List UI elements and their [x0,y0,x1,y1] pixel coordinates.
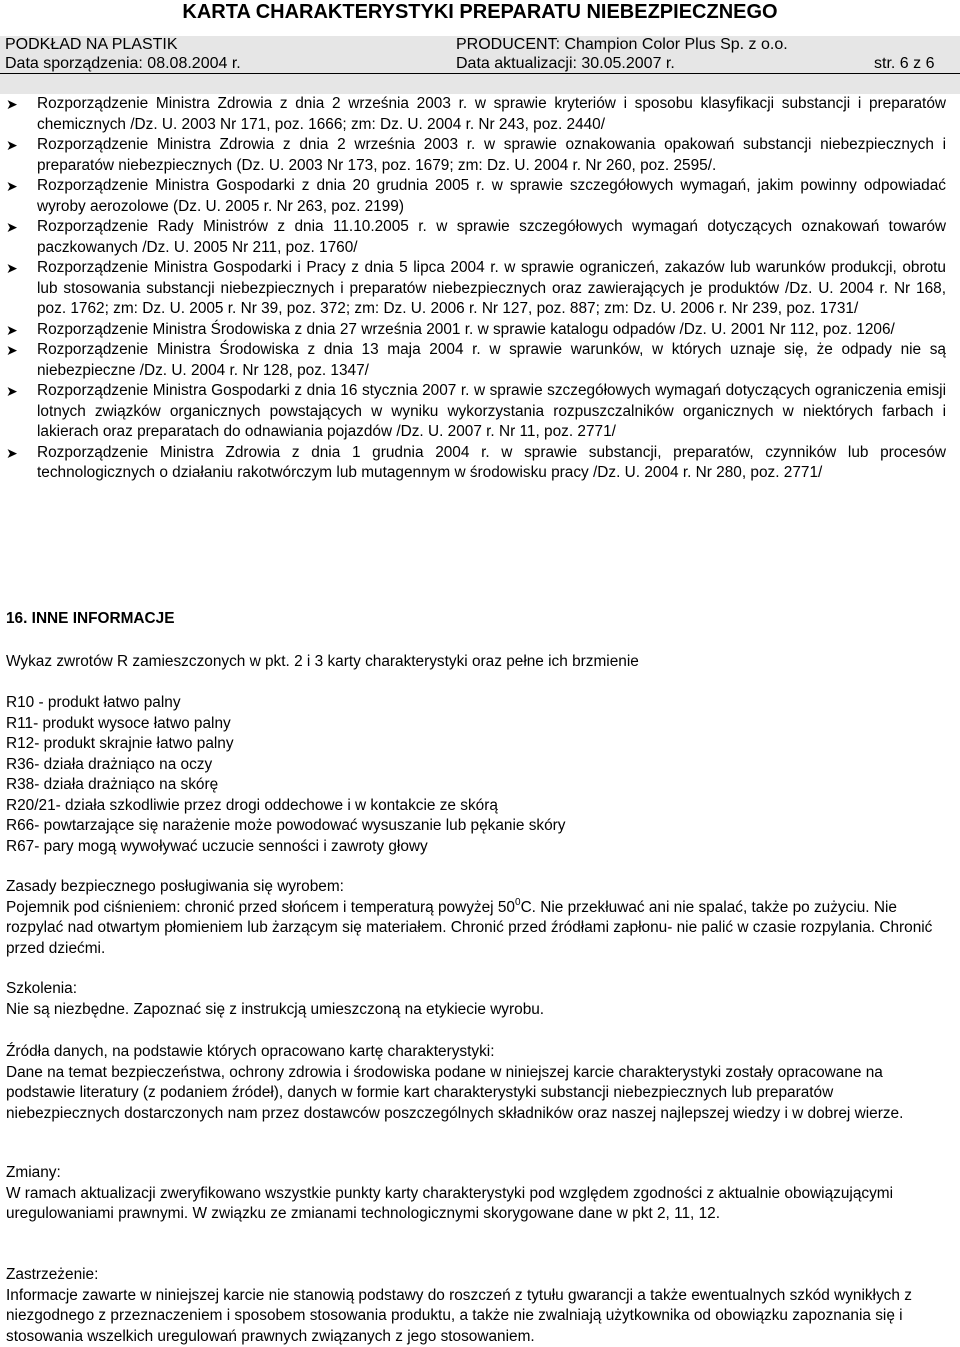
producer-name: PRODUCENT: Champion Color Plus Sp. z o.o. [456,36,788,53]
r-phrases-list [6,693,942,857]
arrow-bullet-icon: ➤ [6,178,18,194]
r-phrase: R67- pary mogą wywoływać uczucie senności i zawroty głowy [6,837,428,855]
regulation-text: Rozporządzenie Ministra Gospodarki z dnia 16 stycznia 2007 r. w sprawie szczegółowych wymagań dotyczących ograniczenia emisji lotnych związków organicznych powstających w wyniku wykorzystania rozpuszczalników organicznych w niektórych farbach i lakierach oraz preparatach do odnawiania pojazdów /Dz. U. 2007 r. Nr 11, poz. 2771/ [37,382,946,440]
disclaimer-text: Informacje zawarte w niniejszej karcie nie stanowią podstawy do roszczeń z tytułu gwarancji a także ewentualnych szkód wynikłych z niezgodnego z przeznaczeniem i sposobem stosowania produktu, a także nie zwalniają użytkownika od obowiązku zapoznania się i stosowania wszelkich uregulowań prawnych związanych z jego stosowaniem. [6,1286,912,1345]
disclaimer-heading: Zastrzeżenie: [6,1266,99,1283]
arrow-bullet-icon: ➤ [6,260,18,276]
update-date: Data aktualizacji: 30.05.2007 r. [456,55,675,72]
arrow-bullet-icon: ➤ [6,96,18,112]
changes-section [6,1163,942,1225]
regulation-text: Rozporządzenie Ministra Gospodarki i Pracy z dnia 5 lipca 2004 r. w sprawie ograniczeń, zakazów lub warunków produkcji, obrotu lub stosowania substancji niebezpiecznych i preparatów niebezpiecznych oraz zawierających je produktów /Dz. U. 2004 r. Nr 168, poz. 1762; zm: Dz. U. 2005 r. Nr 39, poz. 372; zm: Dz. U. 2006 r. Nr 127, poz. 887; zm: Dz. U. 2006 r. Nr 239, poz. 1731/ [37,259,946,317]
training-text: Nie są niezbędne. Zapoznać się z instrukcją umieszczoną na etykiecie wyrobu. [6,1000,545,1018]
regulation-item [6,320,946,341]
safety-text-part: Pojemnik pod ciśnieniem: chronić przed słońcem i temperaturą powyżej 50 [6,898,515,916]
regulation-item [6,258,946,320]
regulation-text: Rozporządzenie Ministra Zdrowia z dnia 2 września 2003 r. w sprawie kryteriów i sposobu klasyfikacji substancji i preparatów chemicznych /Dz. U. 2003 Nr 171, poz. 1666; zm: Dz. U. 2004 r. Nr 243, poz. 2440/ [37,95,946,133]
r-phrase: R36- działa drażniąco na oczy [6,755,213,773]
regulation-item [6,135,946,176]
regulation-text: Rozporządzenie Ministra Środowiska z dnia 27 września 2001 r. w sprawie katalogu odpadów /Dz. U. 2001 Nr 112, poz. 1206/ [37,320,895,338]
sources-section [6,1042,942,1124]
regulation-text: Rozporządzenie Rady Ministrów z dnia 11.10.2005 r. w sprawie szczegółowych wymagań dotyczących oznakowań towarów paczkowanych /Dz. U. 2005 Nr 211, poz. 1760/ [37,218,946,256]
arrow-bullet-icon: ➤ [6,383,18,399]
changes-text: W ramach aktualizacji zweryfikowano wszystkie punkty karty charakterystyki pod względem zgodności z aktualnie obowiązującymi uregulowaniami prawnymi. W związku ze zmianami technologicznymi skorygowane dane w pkt 2, 11, 12. [6,1184,894,1222]
arrow-bullet-icon: ➤ [6,444,18,461]
regulation-item [6,176,946,217]
degree-superscript: 0 [515,896,521,908]
sources-heading: Źródła danych, na podstawie których opracowano kartę charakterystyki: [6,1043,495,1060]
training-heading: Szkolenia: [6,980,78,997]
r-phrase: R11- produkt wysoce łatwo palny [6,714,231,732]
arrow-bullet-icon: ➤ [6,321,18,338]
section-heading: 16. INNE INFORMACJE [6,610,175,627]
r-phrase: R38- działa drażniąco na skórę [6,776,219,793]
page-number: str. 6 z 6 [874,55,935,72]
r-phrase: R10 - produkt łatwo palny [6,694,181,711]
safety-heading: Zasady bezpiecznego posługiwania się wyrobem: [6,878,344,895]
r-phrase: R20/21- działa szkodliwie przez drogi oddechowe i w kontakcie ze skórą [6,796,498,814]
changes-heading: Zmiany: [6,1164,61,1181]
regulation-item [6,217,946,258]
regulations-list [6,94,946,484]
regulation-text: Rozporządzenie Ministra Gospodarki z dnia 20 grudnia 2005 r. w sprawie szczegółowych wymagań, jakim powinny odpowiadać wyroby aerozolowe (Dz. U. 2005 r. Nr 263, poz. 2199) [37,177,946,215]
r-phrase: R66- powtarzające się narażenie może powodować wysuszanie lub pękanie skóry [6,817,566,834]
safety-text-part: C. Nie przekłuwać ani nie spalać, także po zużyciu. Nie rozpylać nad otwartym płomieniem lub żarzącym się materiałem. Chronić przed źródłami zapłonu- nie palić w czasie rozpylania. Chronić przed dziećmi. [6,898,933,957]
sources-text: Dane na temat bezpieczeństwa, ochrony zdrowia i środowiska podane w niniejszej karcie charakterystyki zostały opracowane na podstawie literatury (z podaniem źródeł), danych w formie kart charakterystyki substancji niebezpiecznych lub preparatów niebezpiecznych dostarczonych nam przez dostawców poszczególnych składników oraz naszej najlepszej wiedzy i w dobrej wierze. [6,1063,904,1122]
regulation-item [6,443,946,484]
safety-section [6,877,942,959]
regulation-item [6,94,946,135]
regulations-list-container [6,94,946,484]
arrow-bullet-icon: ➤ [6,219,18,235]
creation-date: Data sporządzenia: 08.08.2004 r. [5,55,241,72]
regulation-text: Rozporządzenie Ministra Środowiska z dnia 13 maja 2004 r. w sprawie warunków, w których uznaje się, że odpady nie są niebezpieczne /Dz. U. 2004 r. Nr 128, poz. 1347/ [37,341,946,379]
arrow-bullet-icon: ➤ [6,342,18,358]
arrow-bullet-icon: ➤ [6,137,18,153]
disclaimer-section [6,1265,942,1347]
product-name: PODKŁAD NA PLASTIK [5,36,178,53]
document-title: KARTA CHARAKTERYSTYKI PREPARATU NIEBEZPIECZNEGO [182,1,778,23]
regulation-text: Rozporządzenie Ministra Zdrowia z dnia 2 września 2003 r. w sprawie oznakowania opakowań substancji niebezpiecznych i preparatów niebezpiecznych (Dz. U. 2003 Nr 173, poz. 1679; zm: Dz. U. 2004 r. Nr 260, poz. 2595/. [37,136,946,174]
r-phrases-intro-text: Wykaz zwrotów R zamieszczonych w pkt. 2 i 3 karty charakterystyki oraz pełne ich brzmienie [6,653,639,670]
safety-text [6,898,942,960]
training-section [6,979,942,1020]
header-divider [0,73,960,74]
regulation-text: Rozporządzenie Ministra Zdrowia z dnia 1 grudnia 2004 r. w sprawie substancji, preparatów, czynników lub procesów technologicznych o działaniu rakotwórczym lub mutagennym w środowisku pracy /Dz. U. 2004 r. Nr 280, poz. 2771/ [37,443,946,481]
r-phrases-intro [6,652,942,673]
regulation-item [6,340,946,381]
regulation-item [6,381,946,443]
r-phrase: R12- produkt skrajnie łatwo palny [6,735,234,752]
